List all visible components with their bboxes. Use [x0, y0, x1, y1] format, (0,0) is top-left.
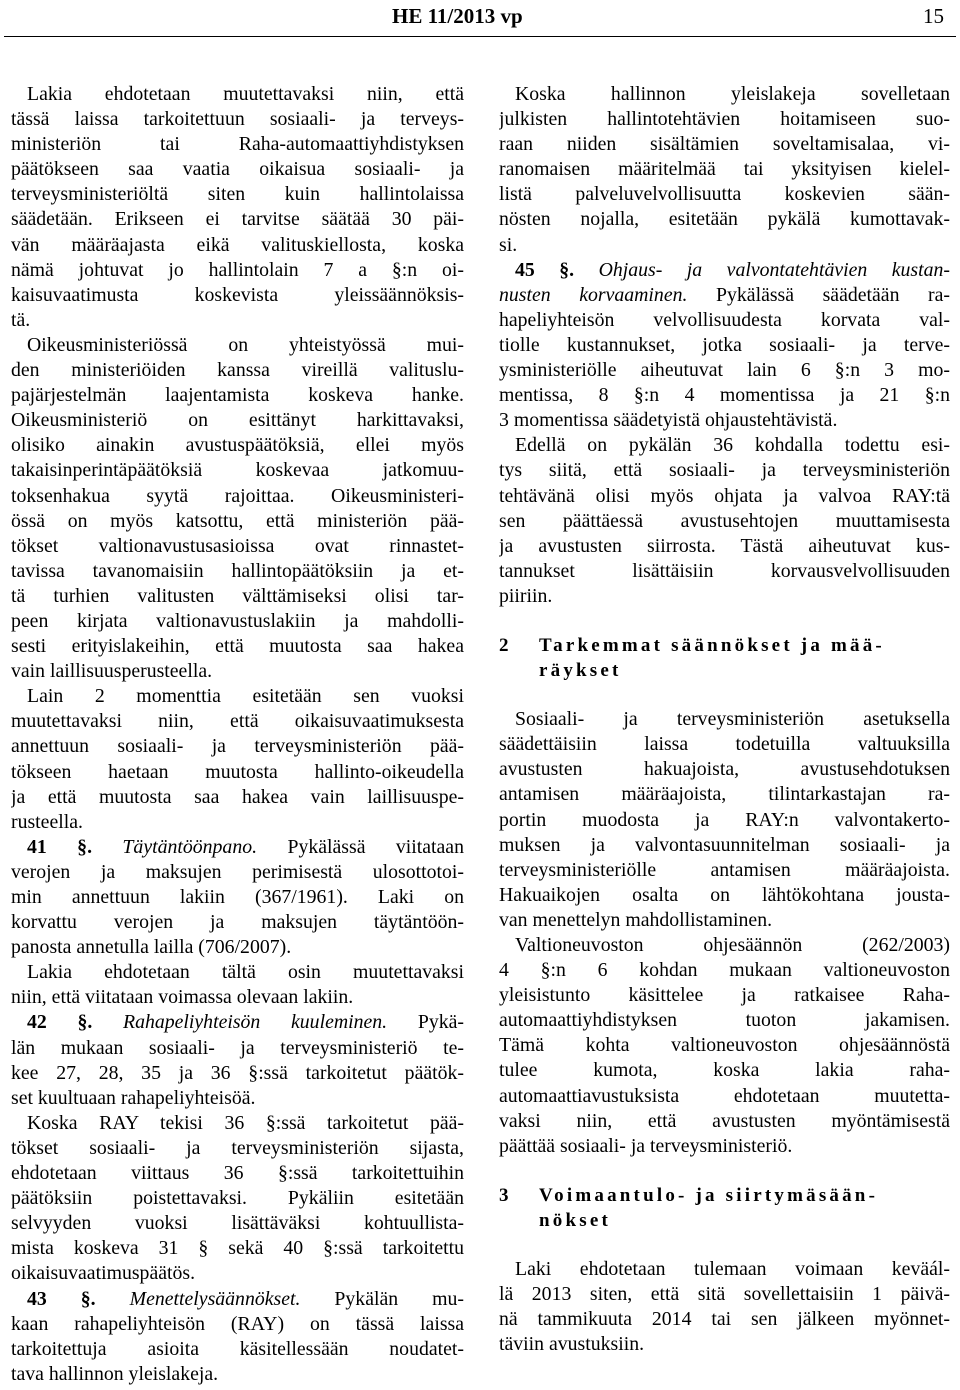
- right-column: [499, 82, 950, 1357]
- text-line: kaisuvaatimusta koskevista yleissäännöksis-: [11, 283, 464, 306]
- section-number: 45: [515, 258, 535, 281]
- text-line: korvattu verojen ja maksujen täytäntöön-: [11, 911, 464, 934]
- text-line: toksenhakua syytä rajoittaa. Oikeusministeri-: [11, 484, 464, 507]
- text-line: tökset valtionavustusasioissa ovat rinnastet-: [11, 534, 464, 557]
- text-line: Hakuaikojen osalta on lähtökohtana jousta-: [499, 883, 950, 906]
- text-line: muksen ja valvontasuunnitelman sosiaali- ja: [499, 833, 950, 856]
- text-line: ysministeriölle aiheutuvat lain 6 §:n 3 mo-: [499, 359, 950, 382]
- section-title: Menettelysäännökset.: [129, 1287, 301, 1310]
- text-line: tulee kumota, koska lakia raha-: [499, 1059, 950, 1082]
- text-line: raan niiden sisältämien soveltamisalaa, vi-: [499, 133, 950, 156]
- text-line: Laki ehdotetaan tulemaan voimaan keväál-: [515, 1258, 950, 1281]
- text-line: avustusten hakuajoista, avustusehdotuksen: [499, 758, 950, 781]
- text-line: peen kirjata valtionavustuslakiin ja mahdolli-: [11, 609, 464, 632]
- text-line: tökset sosiaali- ja terveysministeriön sijasta,: [11, 1136, 464, 1159]
- text-line: ministeriön tai Raha-automaattiyhdistyksen: [11, 133, 464, 156]
- text-line: selvyyden vuoksi lisättäväksi kohtuullista-: [11, 1212, 464, 1235]
- text-line: Tämä kohta valtioneuvoston ohjesäännöstä: [499, 1034, 950, 1057]
- page-number: 15: [923, 4, 944, 28]
- text-line: vaksi niin, että avustusten myöntämisestä: [499, 1109, 950, 1132]
- text-line: hapeliyhteisön velvollisuudesta korvata val-: [499, 308, 950, 331]
- text-line: muutettavaksi niin, että oikaisuvaatimuksesta: [11, 710, 464, 733]
- text-line: set kuultuaan rahapeliyhteisöä.: [11, 1086, 256, 1109]
- text-line: listä palveluvelvollisuutta koskevien sään-: [499, 183, 950, 206]
- text-line: si.: [499, 233, 518, 256]
- text-line: vän määräajasta eikä valituskiellosta, koska: [11, 233, 464, 256]
- text-line: terveysministeriöltä siten kuin hallintolaissa: [11, 183, 464, 206]
- text-line: täviin avustuksiin.: [499, 1333, 645, 1356]
- section-43-heading-line: 43 §. Menettelysäännökset. Pykälän mu-: [27, 1287, 464, 1310]
- text-line: vain laillisuusperusteella.: [11, 660, 213, 683]
- text-line: Lakia ehdotetaan muutettavaksi niin, että: [27, 83, 464, 105]
- text-line: terveysministeriölle antamisen määräajoista.: [499, 858, 950, 881]
- text-line: tiolle kustannukset, jotka sosiaali- ja terve-: [499, 333, 950, 356]
- text-line: verojen ja maksujen perimisestä ulosottotoi-: [11, 860, 464, 883]
- text-line: Lain 2 momenttia esitetään sen vuoksi: [27, 685, 464, 708]
- text-line: rusteella.: [11, 810, 83, 833]
- section-title: Täytäntöönpano.: [122, 835, 258, 858]
- text-line: össä on myös katsottu, että ministeriön pää-: [11, 509, 464, 532]
- text-line: lä 2013 siten, että sitä sovellettaisiin 1 päivä-: [499, 1283, 950, 1306]
- heading-text: Voimaantulo- ja siirtymäsään-nökset: [539, 1184, 879, 1231]
- text-line: annettuun sosiaali- ja terveysministeriön pää-: [11, 735, 464, 758]
- text-line: niin, että viitataan voimassa olevaan lakiin.: [11, 986, 354, 1009]
- heading-text: Tarkemmat säännökset ja mää-räykset: [539, 634, 885, 682]
- text-line: tässä laissa tarkoitettuun sosiaali- ja terveys-: [11, 108, 464, 131]
- text-line: Koska RAY tekisi 36 §:ssä tarkoitetut pää-: [27, 1111, 464, 1134]
- text-line: sesti erityislakeihin, että muutosta saa hakea: [11, 635, 464, 658]
- text-line: tys siitä, että sosiaali- ja terveysministeriön: [499, 459, 950, 482]
- text-line: van menettelyn mahdollistaminen.: [499, 908, 773, 931]
- text-line: Edellä on pykälän 36 kohdalla todettu esi-: [515, 434, 950, 457]
- section-45-line: [499, 283, 950, 308]
- text-line: portin muodosta ja RAY:n valvontakerto-: [499, 808, 950, 831]
- text-line: takaisinperintäpäätöksiä koskevaa jatkomuu-: [11, 459, 464, 482]
- section-heading-3: [499, 1183, 950, 1233]
- text-line: automaattiavustuksista ehdotetaan muutetta-: [499, 1084, 950, 1107]
- text-line: Oikeusministeriössä on yhteistyössä mui-: [27, 333, 464, 356]
- text-fragment: Pykälässä säädetään ra-: [716, 283, 950, 306]
- text-line: Lakia ehdotetaan tältä osin muutettavaksi: [27, 961, 464, 984]
- text-line: piiriin.: [499, 584, 553, 607]
- text-line: olisiko ainakin avustuspäätöksiä, ellei myös: [11, 434, 464, 457]
- left-column: [11, 82, 464, 1387]
- section-title: Ohjaus- ja valvontatehtävien kustan-: [598, 258, 950, 281]
- text-line: kee 27, 28, 35 ja 36 §:ssä tarkoitetut päätök-: [11, 1061, 464, 1084]
- text-line: tava hallinnon yleislakeja.: [11, 1362, 219, 1385]
- section-45-heading-line: 45 §. Ohjaus- ja valvontatehtävien kustan-: [515, 258, 950, 281]
- text-line: tä turhien valitusten välttämiseksi olisi tar-: [11, 584, 464, 607]
- text-line: oikaisuvaatimuspäätös.: [11, 1262, 196, 1285]
- text-line: antamisen määräajoista, tilintarkastajan ra-: [499, 783, 950, 806]
- section-title: Rahapeliyhteisön kuuleminen.: [122, 1011, 388, 1034]
- text-line: ranomaisen määritelmää tai yksityisen kielel-: [499, 158, 950, 181]
- text-line: automaattiyhdistyksen tuoton jakamisen.: [499, 1009, 950, 1032]
- text-line: den ministeriöiden kanssa vireillä valituslu-: [11, 359, 464, 382]
- text-line: ja että muutosta saa hakea vain laillisuuspe-: [11, 785, 464, 808]
- text-line: min annettuun lakiin (367/1961). Laki on: [11, 886, 464, 908]
- text-line: Oikeusministeriö on esittänyt harkittavaksi,: [11, 409, 464, 432]
- text-line: Koska hallinnon yleislakeja sovelletaan: [515, 83, 950, 105]
- text-line: ja avustusten siirrosta. Tästä aiheutuvat kus-: [499, 534, 950, 557]
- text-line: päätökseen saa vaatia oikaisua sosiaali- ja: [11, 158, 464, 181]
- text-line: säädetään. Erikseen ei tarvitse säätää 30 päi-: [11, 208, 464, 231]
- text-line: tavissa tavanomaisiin hallintopäätöksiin ja et-: [11, 559, 464, 582]
- text-line: yleisistunto käsittelee ja ratkaisee Raha-: [499, 984, 950, 1007]
- document-id: HE 11/2013 vp: [392, 4, 523, 28]
- header-rule: [4, 36, 956, 37]
- text-line: sen päättäessä avustusehtojen muuttamisesta: [499, 509, 950, 532]
- text-line: nämä johtuvat jo hallintolain 7 a §:n oi-: [11, 258, 464, 281]
- text-line: 4 §:n 6 kohdan mukaan valtioneuvoston: [499, 959, 950, 982]
- text-line: pajärjestelmän laajentamista koskeva hanke.: [11, 384, 464, 407]
- section-title-cont: nusten korvaaminen.: [499, 283, 688, 306]
- section-41-heading-line: 41 §. Täytäntöönpano. Pykälässä viitataan: [27, 835, 464, 858]
- text-line: ehdotetaan viittaus 36 §:ssä tarkoitettuihin: [11, 1162, 464, 1185]
- text-line: tökseen haetaan muutosta hallinto-oikeudella: [11, 760, 464, 783]
- text-line: tannukset lisättäisiin korvausvelvollisuuden: [499, 559, 950, 582]
- text-line: tarkoitettuja asioita käsitellessään noudatet-: [11, 1337, 464, 1360]
- section-number: 42: [27, 1011, 47, 1034]
- text-fragment: Pykälässä viitataan: [287, 835, 464, 858]
- text-line: Sosiaali- ja terveysministeriön asetuksella: [515, 708, 950, 731]
- section-number: 43: [27, 1287, 47, 1310]
- text-fragment: Pykä-: [417, 1011, 464, 1034]
- page-header: [0, 0, 960, 40]
- text-line: Valtioneuvoston ohjesäännön (262/2003): [515, 934, 950, 956]
- text-line: tä.: [11, 308, 31, 331]
- text-line: tehtävänä olisi myös ohjata ja valvoa RAY:tä: [499, 484, 950, 507]
- text-line: julkisten hallintotehtävien hoitamiseen suo-: [499, 108, 950, 131]
- section-heading-2: [499, 633, 950, 683]
- text-fragment: Pykälän mu-: [334, 1287, 464, 1310]
- text-line: päätöksiin poistettavaksi. Pykäliin esitetään: [11, 1187, 464, 1210]
- section-42-heading-line: 42 §. Rahapeliyhteisön kuuleminen. Pykä-: [27, 1011, 464, 1034]
- heading-number: 3: [499, 1184, 509, 1206]
- text-line: säädettäisiin laissa todetuilla valtuuksilla: [499, 733, 950, 756]
- heading-number: 2: [499, 634, 509, 656]
- text-line: päättää sosiaali- ja terveysministeriö.: [499, 1134, 793, 1157]
- text-line: panosta annetulla lailla (706/2007).: [11, 936, 292, 959]
- text-line: mista koskeva 31 § sekä 40 §:ssä tarkoitettu: [11, 1237, 464, 1260]
- text-line: län mukaan sosiaali- ja terveysministeriö te-: [11, 1036, 464, 1059]
- text-line: kaan rahapeliyhteisön (RAY) on tässä laissa: [11, 1312, 464, 1335]
- text-line: 3 momentissa säädetyistä ohjaustehtävistä.: [499, 409, 838, 432]
- text-line: nösten nojalla, esitetään pykälä kumottavak-: [499, 208, 950, 231]
- section-number: 41: [27, 835, 47, 858]
- text-line: nä tammikuuta 2014 tai sen jälkeen myönnet-: [499, 1308, 950, 1331]
- text-line: mentissa, 8 §:n 4 momentissa ja 21 §:n: [499, 384, 950, 407]
